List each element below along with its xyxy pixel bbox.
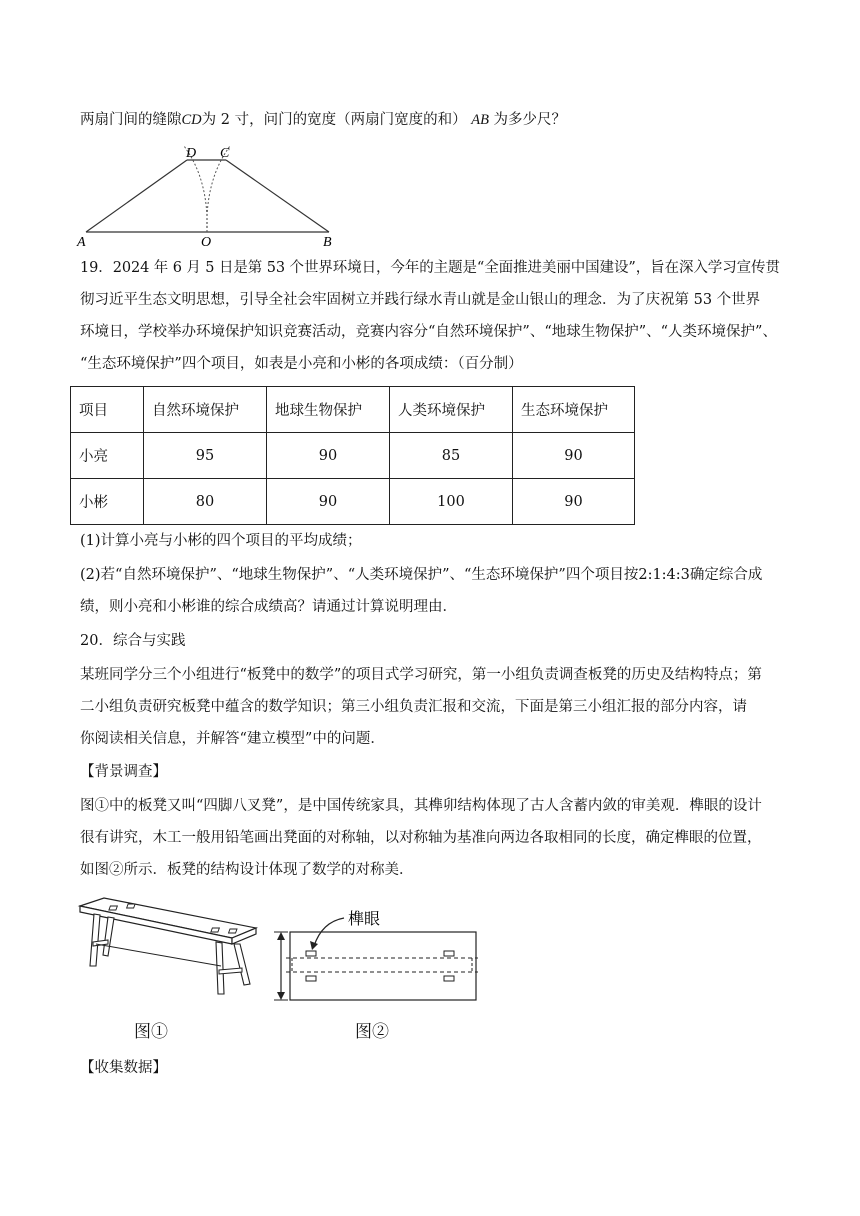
q19-line-4: “生态环境保护”四个项目，如表是小亮和小彬的各项成绩：（百分制） [80,356,523,372]
door-figure [70,140,350,252]
q19-part-2-line-1: (2)若“自然环境保护”、“地球生物保护”、“人类环境保护”、“生态环境保护”四个项目按2:1:4:3确定综合成 [80,567,763,583]
q19-part-1: (1)计算小亮与小彬的四个项目的平均成绩； [80,533,362,549]
bench-illustration [74,896,264,1000]
point-d-label: D [186,146,197,161]
header-cell: 自然环境保护 [144,387,267,433]
q18-text [80,110,566,130]
score-cell: 90 [513,479,635,525]
q20-intro-line-1: 某班同学分三个小组进行“板凳中的数学”的项目式学习研究，第一小组负责调查板凳的历史及结构特点；第 [80,667,762,683]
mortise-label: 榫眼 [348,911,381,928]
q19-part-2-line-2: 绩，则小亮和小彬谁的综合成绩高？请通过计算说明理由． [80,599,457,615]
table-row [71,433,635,479]
score-cell: 90 [267,479,390,525]
background-line-2: 很有讲究，木工一般用铅笔画出凳面的对称轴，以对称轴为基准向两边各取相同的长度，确定榫眼的位置， [80,830,762,846]
header-cell: 人类环境保护 [390,387,513,433]
table-row [71,479,635,525]
score-cell: 95 [144,433,267,479]
header-cell: 项目 [71,387,144,433]
score-cell: 90 [513,433,635,479]
q18-text-c: 为多少尺？ [493,112,567,128]
q20-intro-line-3: 你阅读相关信息，并解答“建立模型”中的问题． [80,731,385,747]
student-name-cell: 小亮 [71,433,144,479]
score-cell: 90 [267,433,390,479]
background-heading: 【背景调查】 [80,764,167,780]
q18-text-b: 为 2 寸，问门的宽度（两扇门宽度的和） [201,112,467,128]
q20-title: 20．综合与实践 [80,633,186,649]
header-cell: 地球生物保护 [267,387,390,433]
q20-intro-line-2: 二小组负责研究板凳中蕴含的数学知识；第三小组负责汇报和交流，下面是第三小组汇报的部分内容，请 [80,699,747,715]
background-line-3: 如图②所示．板凳的结构设计体现了数学的对称美． [80,862,414,878]
point-a-label: A [77,235,86,250]
figure-2-caption: 图② [355,1022,389,1042]
bench-top-view [266,900,486,1004]
collect-data-heading: 【收集数据】 [80,1060,167,1076]
header-cell: 生态环境保护 [513,387,635,433]
score-cell: 80 [144,479,267,525]
segment-cd-label: CD [181,112,202,128]
q19-line-1: 19．2024 年 6 月 5 日是第 53 个世界环境日，今年的主题是“全面推进美丽中国建设”，旨在深入学习宣传贯 [80,260,780,276]
table-header-row [71,387,635,433]
q18-text-a: 两扇门间的缝隙 [80,112,182,128]
student-name-cell: 小彬 [71,479,144,525]
score-cell: 100 [390,479,513,525]
q19-line-2: 彻习近平生态文明思想，引导全社会牢固树立并践行绿水青山就是金山银山的理念．为了庆祝第 53 个世界 [80,292,761,308]
point-o-label: O [201,235,212,250]
score-cell: 85 [390,433,513,479]
point-b-label: B [323,235,332,250]
segment-ab-label: AB [471,112,489,128]
score-table [70,386,635,525]
figure-1-caption: 图① [134,1022,168,1042]
point-c-label: C [220,146,230,161]
q19-line-3: 环境日，学校举办环境保护知识竞赛活动，竞赛内容分“自然环境保护”、“地球生物保护”、“人类环境保护”、 [80,324,777,340]
background-line-1: 图①中的板凳又叫“四脚八叉凳”，是中国传统家具，其榫卯结构体现了古人含蓄内敛的审美观．榫眼的设计 [80,798,762,814]
